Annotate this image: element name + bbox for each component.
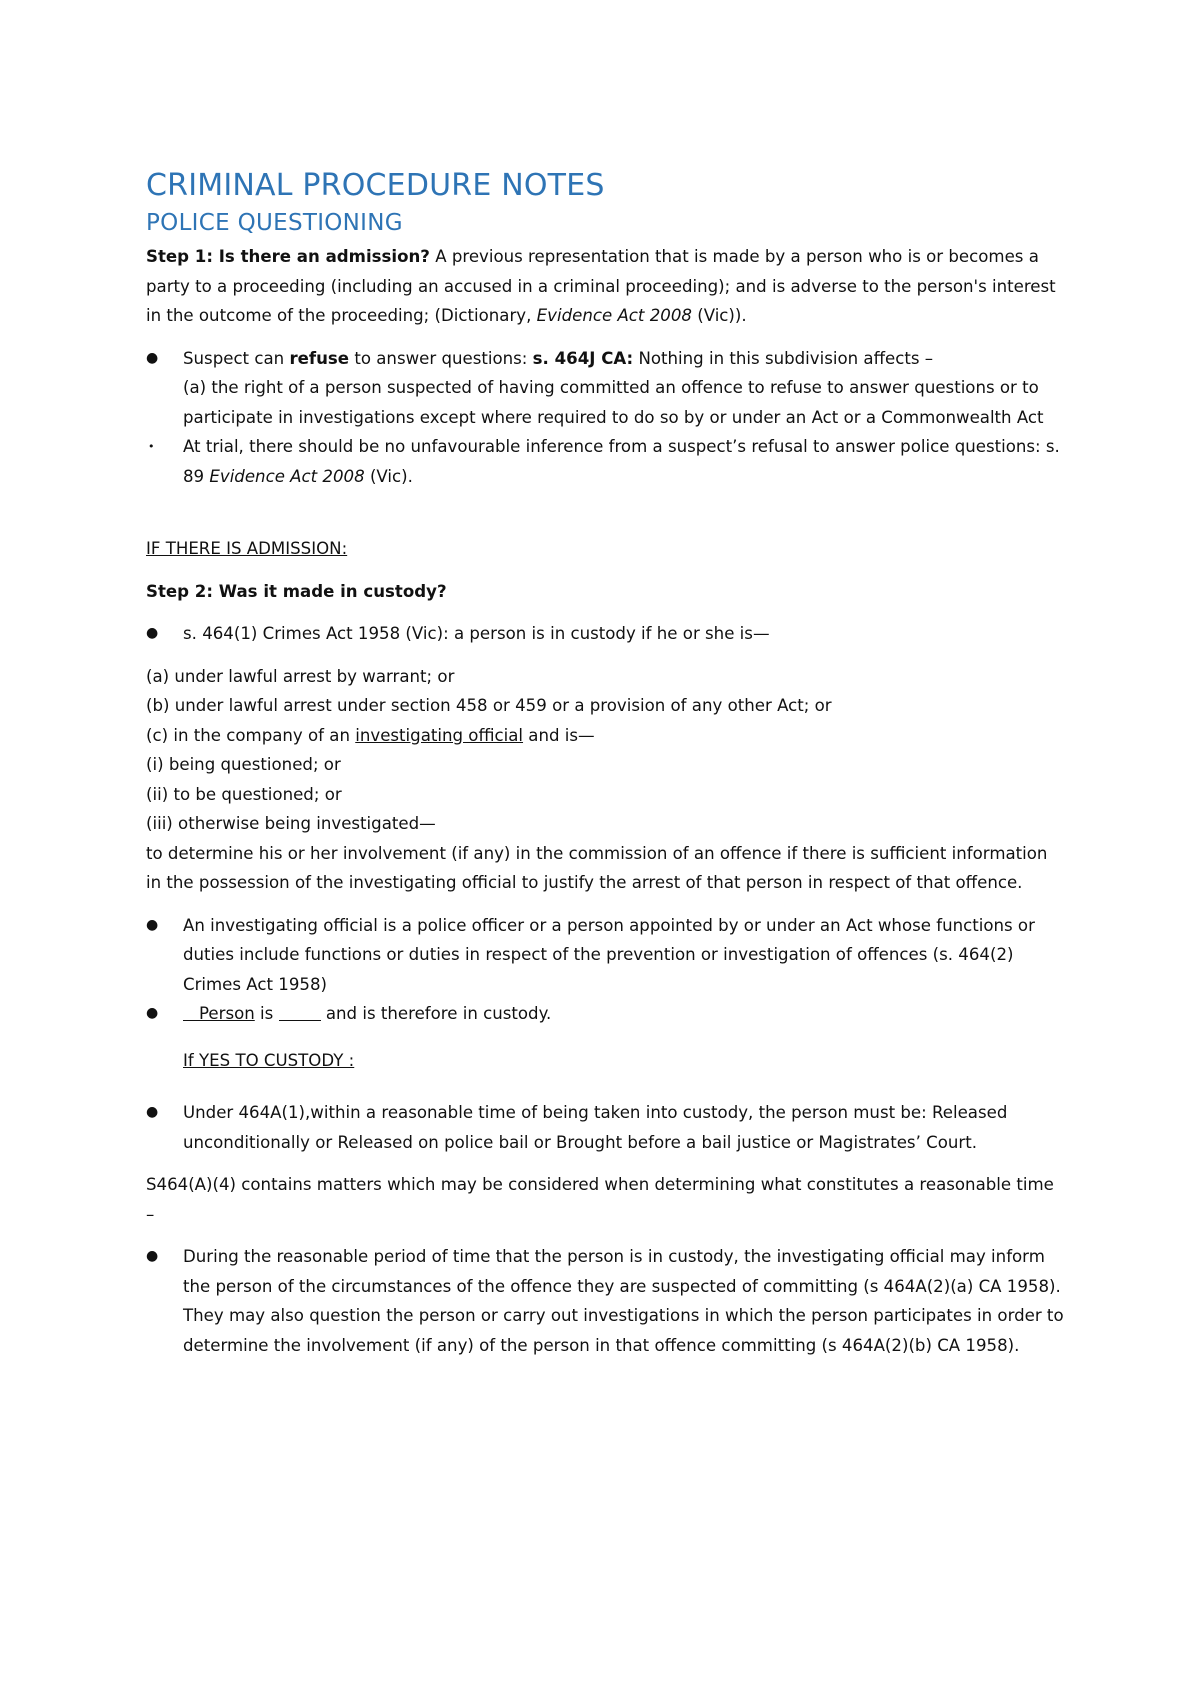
investigating-official-link[interactable]: investigating official xyxy=(355,725,524,745)
custody-line-a: (a) under lawful arrest by warrant; or xyxy=(146,666,455,686)
custody-line-c: (c) in the company of an investigating official and is— xyxy=(146,725,595,745)
bullet-icon: ● xyxy=(146,916,159,933)
admission-heading: IF THERE IS ADMISSION: xyxy=(146,539,348,558)
list-item: • At trial, there should be no unfavourable inference from a suspect’s refusal to answer police questions: s. 89 Evidence Act 2008 (Vic). xyxy=(146,432,1066,491)
list-item: ● During the reasonable period of time that the person is in custody, the investigating official may inform the person of the circumstances of the offence they are suspected of committing (s 464A(2)(a) CA 1958). They may also question the person or carry out investigations in which the person participates in order to determine the involvement (if any) of the person in that offence committing (s 464A(2)(b) CA 1958). xyxy=(146,1242,1066,1360)
blank-line xyxy=(279,1019,321,1021)
custody-line-i: (i) being questioned; or xyxy=(146,755,341,774)
custody-line-b: (b) under lawful arrest under section 458 or 459 or a provision of any other Act; or xyxy=(146,696,832,715)
list-item: ● Suspect can refuse to answer questions: s. 464J CA: Nothing in this subdivision affects – (a) the right of a person suspected of having committed an offence to refuse to answer questions or to participate in investigations except where required to do so by or under an Act or a Commonwealth Act xyxy=(146,344,1066,433)
step1-text: A previous representation that is made by a person who is or becomes a party to a proceeding (including an accused in a criminal proceeding); and is adverse to the person's interest in the outcome of the proceeding; (Dictionary, xyxy=(146,247,1056,325)
bullet-icon: ● xyxy=(146,625,159,641)
refusal-bullet-list xyxy=(146,344,1066,492)
list-item: ● s. 464(1) Crimes Act 1958 (Vic): a person is in custody if he or she is— xyxy=(146,619,1066,649)
step1-label: Step 1: Is there an admission? xyxy=(146,247,430,266)
bullet-icon: ● xyxy=(146,1005,159,1021)
official-bullet-list xyxy=(146,911,1066,1029)
bullet-icon: ● xyxy=(146,1104,159,1120)
questioning-bullet-list xyxy=(146,1242,1066,1360)
step2-heading: Step 2: Was it made in custody? xyxy=(146,581,447,601)
list-item: ● Under 464A(1),within a reasonable time of being taken into custody, the person must be: Released unconditionally or Released on police bail or Brought before a bail justice or Magistrates’ Court. xyxy=(146,1098,1066,1157)
custody-line-iii: (iii) otherwise being investigated— xyxy=(146,814,436,833)
bullet-icon: • xyxy=(148,440,155,453)
step1-tail: (Vic)). xyxy=(691,306,747,325)
step1-act: Evidence Act 2008 xyxy=(536,306,692,325)
list-item: ● Person is and is therefore in custody. xyxy=(146,999,1066,1029)
release-bullet-list xyxy=(146,1098,1066,1157)
custody-line-ii: (ii) to be questioned; or xyxy=(146,784,342,804)
document-body xyxy=(146,168,1066,1373)
custody-bullet-list xyxy=(146,619,1066,649)
document-title: CRIMINAL PROCEDURE NOTES xyxy=(146,168,605,203)
step1-paragraph xyxy=(146,242,1066,331)
yes-custody-heading: If YES TO CUSTODY : xyxy=(183,1050,355,1070)
reasonable-time-paragraph: S464(A)(4) contains matters which may be considered when determining what constitutes a reasonable time – xyxy=(146,1175,1054,1224)
blank-line xyxy=(183,1019,199,1021)
bullet-icon: ● xyxy=(146,1248,159,1264)
bullet-icon: ● xyxy=(146,349,159,366)
list-item: ● An investigating official is a police officer or a person appointed by or under an Act whose functions or duties include functions or duties in respect of the prevention or investigation of offences (s. 464(2) Crimes Act 1958) xyxy=(146,911,1066,1000)
custody-tail: to determine his or her involvement (if any) in the commission of an offence if there is sufficient information in the possession of the investigating official to justify the arrest of that person in respect of that offence. xyxy=(146,843,1048,892)
section-heading: POLICE QUESTIONING xyxy=(146,210,403,236)
